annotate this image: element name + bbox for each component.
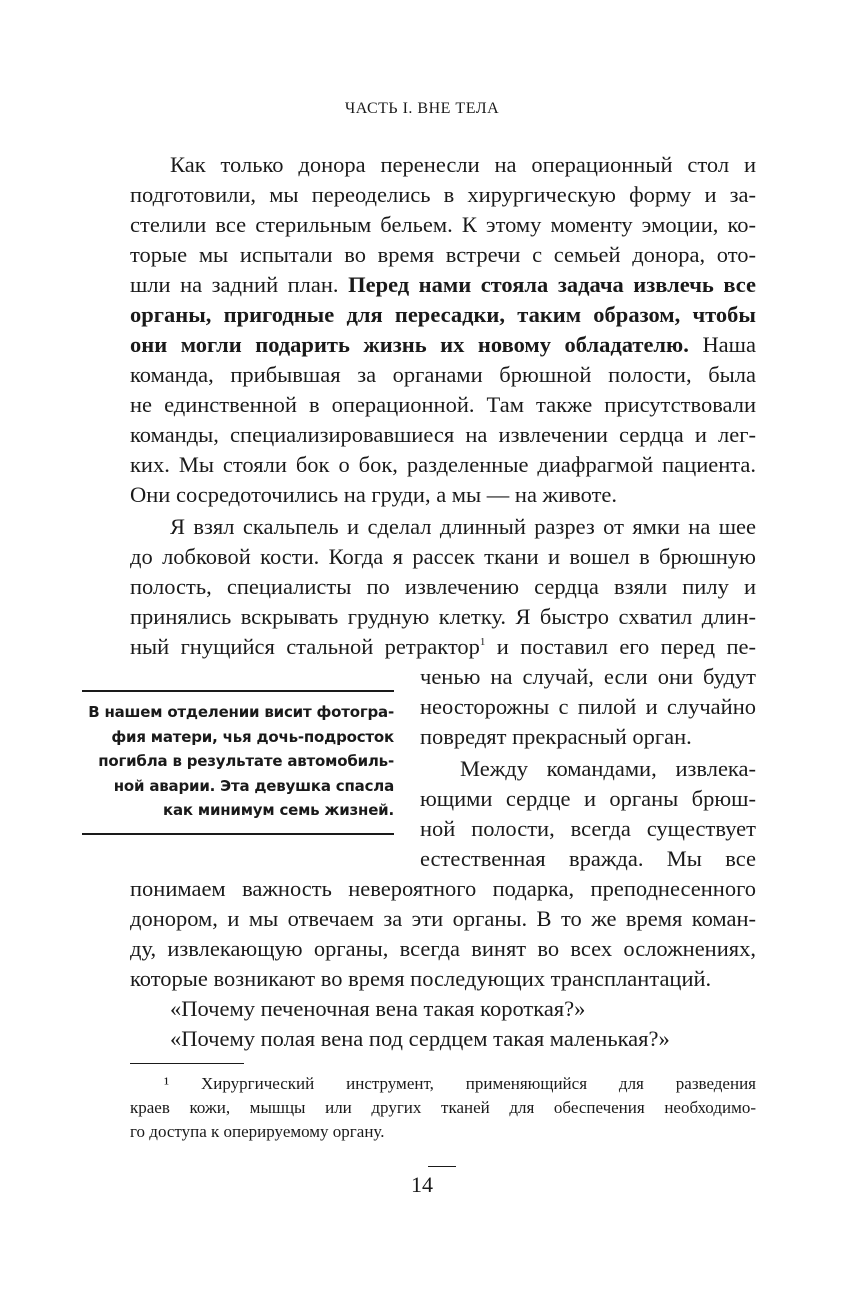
body-line: команда, прибывшая за органами брюшной полости, была (130, 362, 756, 387)
pull-quote-bottom-rule (82, 833, 394, 835)
body-line: подготовили, мы переоделись в хирургическую форму и за- (130, 182, 756, 207)
body-line: стелили все стерильным бельем. К этому моменту эмоции, ко- (130, 212, 756, 237)
body-line: которые возникают во время последующих трансплантаций. (130, 966, 712, 991)
body-line: ющими сердце и органы брюш- (420, 786, 756, 811)
body-line: естественная вражда. Мы все (420, 846, 756, 871)
page-number: 14 (411, 1172, 433, 1197)
pull-quote-line: фия матери, чья дочь-подросток (111, 727, 394, 746)
footnote-marker: 1 (479, 636, 486, 648)
body-line: торые мы испытали во время встречи с семьей донора, ото- (130, 242, 756, 267)
body-line: Я взял скальпель и сделал длинный разрез от ямки на шее (170, 514, 756, 539)
footnote-line: ¹ Хирургический инструмент, применяющийся для разведения (164, 1074, 756, 1093)
body-line: принялись вскрывать грудную клетку. Я быстро схватил длин- (130, 604, 756, 629)
body-text: Наша (702, 332, 756, 357)
body-line: ких. Мы стояли бок о бок, разделенные диафрагмой пациента. (130, 452, 756, 477)
body-line-bold: органы, пригодные для пересадки, таким образом, чтобы (130, 302, 756, 327)
body-line: Как только донора перенесли на операционный стол и (170, 152, 756, 177)
pull-quote-line: как минимум семь жизней. (162, 801, 394, 819)
bold-text: они могли подарить жизнь их новому обладателю. (130, 332, 689, 357)
body-line: не единственной в операционной. Там также присутствовали (130, 392, 756, 417)
pull-quote-line: погибла в результате автомобиль- (98, 752, 394, 770)
body-line: Они сосредоточились на груди, а мы — на животе. (130, 482, 618, 507)
running-header: ЧАСТЬ I. ВНЕ ТЕЛА (344, 100, 500, 117)
footnote-line: го доступа к оперируемому органу. (130, 1122, 385, 1141)
body-line: полость, специалисты по извлечению сердца взяли пилу и (130, 574, 756, 599)
body-line: понимаем важность невероятного подарка, преподнесенного (130, 876, 756, 901)
body-line: донором, и мы отвечаем за эти органы. В то же время коман- (130, 906, 756, 931)
body-line: команды, специализировавшиеся на извлечении сердца и лег- (130, 422, 756, 447)
body-line: ной полости, всегда существует (420, 816, 756, 841)
quote-line: «Почему печеночная вена такая короткая?» (170, 996, 586, 1021)
body-line: повредят прекрасный орган. (420, 724, 692, 749)
page-number-rule (428, 1166, 456, 1167)
body-line: неосторожны с пилой и случайно (420, 694, 756, 719)
body-line: ченью на случай, если они будут (420, 664, 756, 689)
body-line: Между командами, извлека- (460, 756, 756, 781)
body-line-mixed (130, 330, 756, 360)
body-line-with-footnote (130, 632, 756, 662)
body-line: до лобковой кости. Когда я рассек ткани и вошел в брюшную (130, 544, 756, 569)
footnote-line: краев кожи, мышцы или других тканей для обеспечения необходимо- (130, 1098, 756, 1117)
pull-quote-top-rule (82, 690, 394, 692)
body-line: ду, извлекающую органы, всегда винят во всех осложнениях, (130, 936, 756, 961)
quote-line: «Почему полая вена под сердцем такая маленькая?» (170, 1026, 670, 1051)
footnote-rule (130, 1063, 244, 1064)
pull-quote-line: ной аварии. Эта девушка спасла (113, 776, 394, 795)
pull-quote (82, 700, 394, 823)
bold-text: Перед нами стояла задача извлечь все (348, 272, 756, 297)
body-text: шли на задний план. (130, 272, 339, 297)
body-text: ный гнущийся стальной ретрактор (130, 634, 480, 659)
body-text: и поставил его перед пе- (485, 634, 756, 659)
pull-quote-line: В нашем отделении висит фотогра- (88, 703, 394, 721)
body-line-mixed (130, 270, 756, 300)
